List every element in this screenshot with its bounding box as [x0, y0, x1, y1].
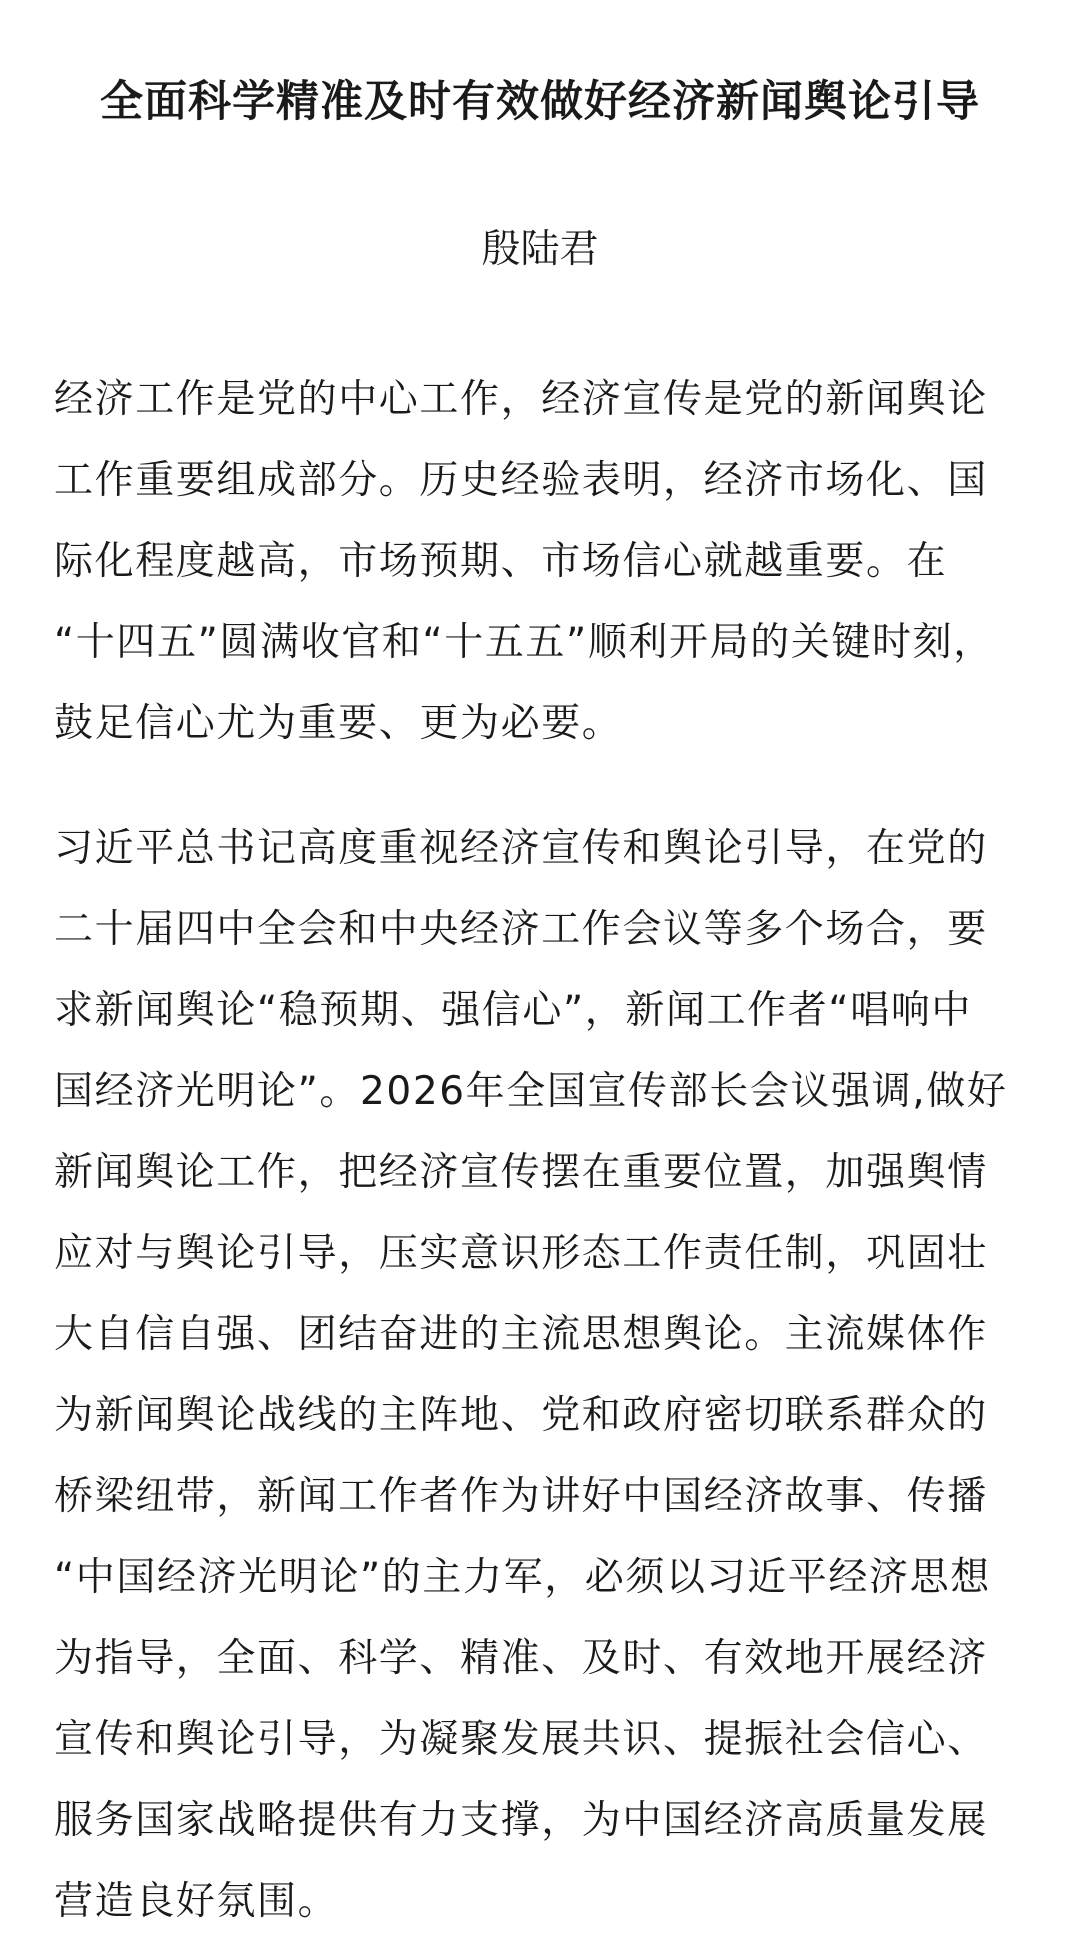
- paragraph-1: [54, 359, 1026, 764]
- article-author: 殷陆君: [481, 227, 599, 272]
- paragraph-line: 工作重要组成部分。历史经验表明，经济市场化、国: [54, 458, 988, 503]
- paragraph-line: 习近平总书记高度重视经济宣传和舆论引导，在党的: [54, 826, 988, 871]
- paragraph-line: “十四五”圆满收官和“十五五”顺利开局的关键时刻，: [54, 620, 994, 665]
- paragraph-line: 为新闻舆论战线的主阵地、党和政府密切联系群众的: [54, 1393, 988, 1438]
- paragraph-line: 服务国家战略提供有力支撑，为中国经济高质量发展: [54, 1798, 988, 1843]
- paragraph-line: 二十届四中全会和中央经济工作会议等多个场合，要: [54, 907, 988, 952]
- paragraph-2: [54, 808, 1026, 1942]
- paragraph-line: 新闻舆论工作，把经济宣传摆在重要位置，加强舆情: [54, 1150, 988, 1195]
- paragraph-line: 经济工作是党的中心工作，经济宣传是党的新闻舆论: [54, 377, 988, 422]
- paragraph-line: 国经济光明论”。2026年全国宣传部长会议强调,做好: [54, 1069, 1008, 1114]
- paragraph-line: 应对与舆论引导，压实意识形态工作责任制，巩固壮: [54, 1231, 988, 1276]
- paragraph-line: 求新闻舆论“稳预期、强信心”，新闻工作者“唱响中: [54, 988, 973, 1033]
- paragraph-line: 桥梁纽带，新闻工作者作为讲好中国经济故事、传播: [54, 1474, 988, 1519]
- article-title: 全面科学精准及时有效做好经济新闻舆论引导: [100, 77, 980, 127]
- paragraph-line: 际化程度越高，市场预期、市场信心就越重要。在: [54, 539, 948, 584]
- paragraph-line: “中国经济光明论”的主力军，必须以习近平经济思想: [54, 1555, 991, 1600]
- paragraph-line: 营造良好氛围。: [54, 1879, 339, 1924]
- paragraph-line: 为指导，全面、科学、精准、及时、有效地开展经济: [54, 1636, 988, 1681]
- paragraph-line: 鼓足信心尤为重要、更为必要。: [54, 701, 623, 746]
- paragraph-line: 宣传和舆论引导，为凝聚发展共识、提振社会信心、: [54, 1717, 988, 1762]
- paragraph-line: 大自信自强、团结奋进的主流思想舆论。主流媒体作: [54, 1312, 988, 1357]
